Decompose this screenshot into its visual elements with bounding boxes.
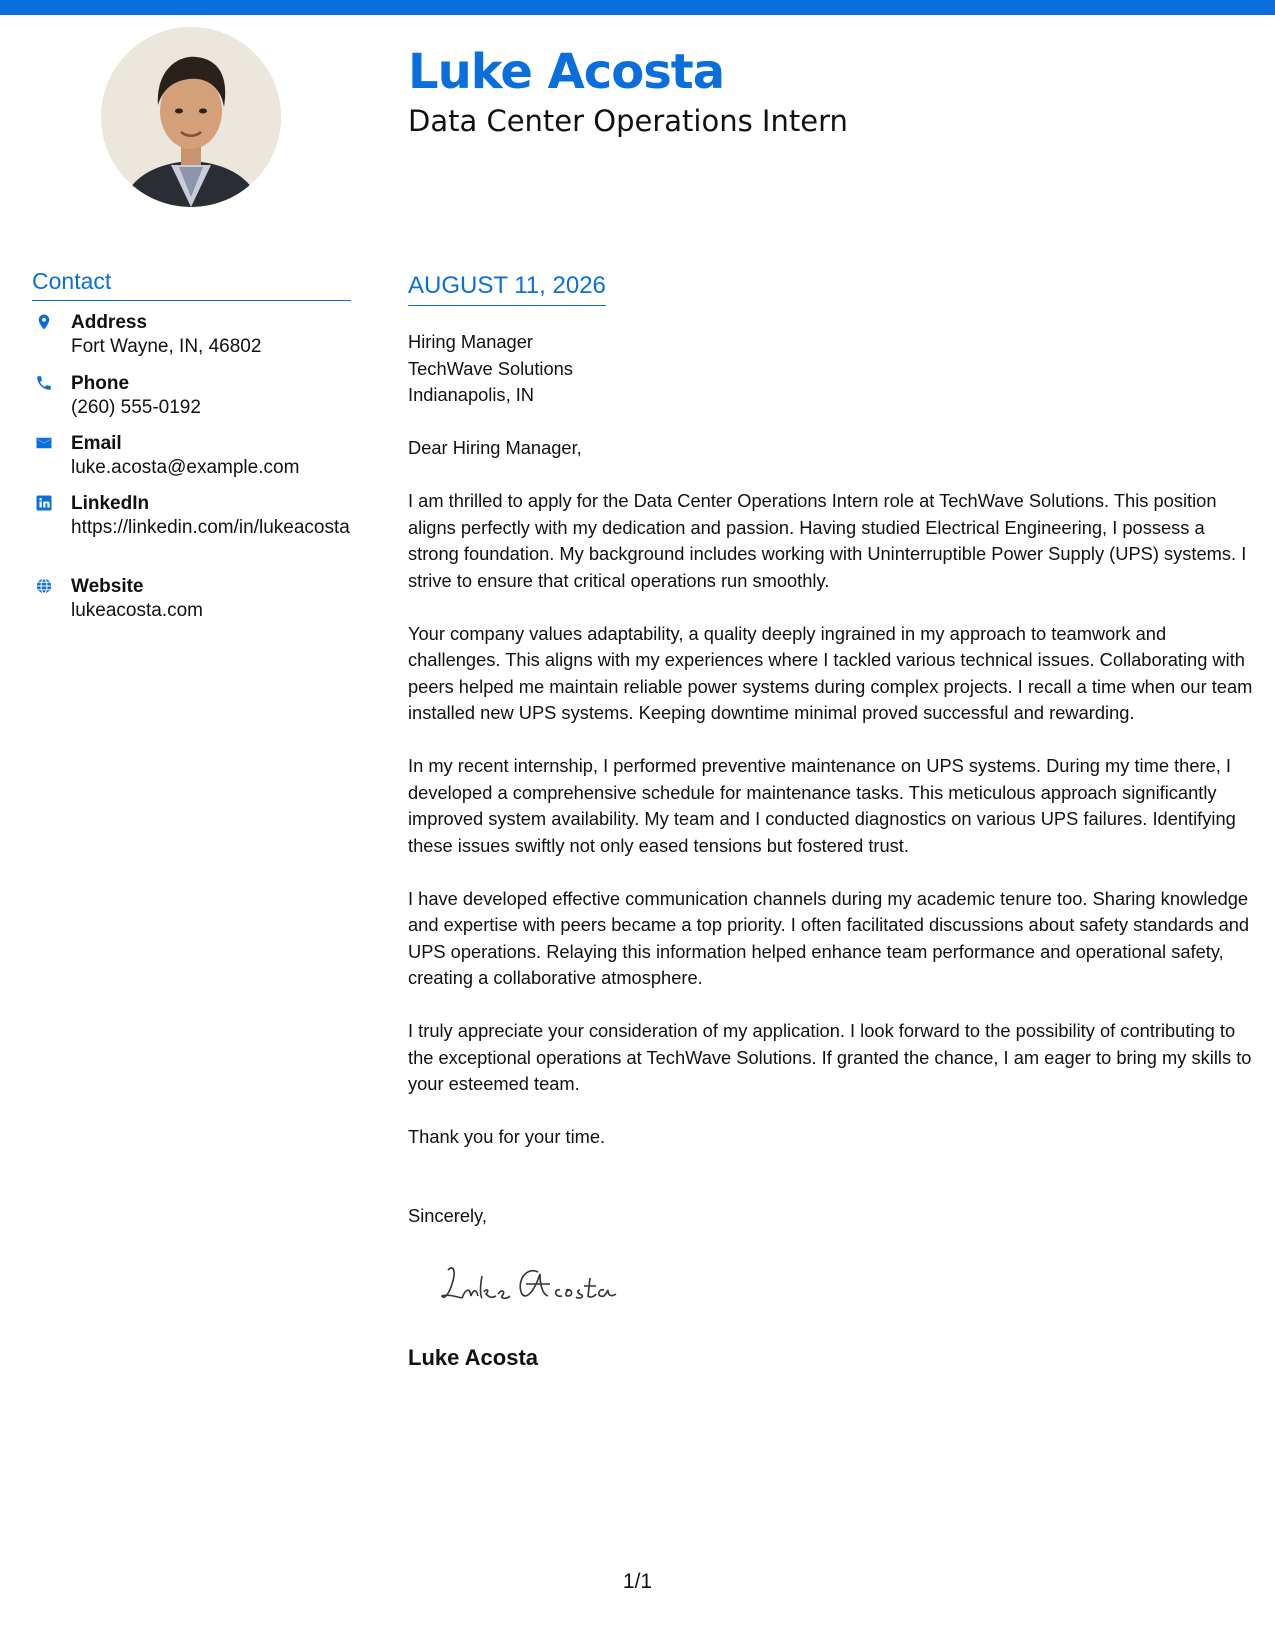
contact-value-website[interactable]: lukeacosta.com	[71, 600, 204, 621]
contact-label-address: Address	[71, 312, 148, 333]
contact-label-email: Email	[71, 433, 122, 454]
letter-body	[408, 329, 1253, 1177]
phone-icon	[35, 374, 53, 392]
recipient-line: Indianapolis, IN	[408, 384, 535, 405]
candidate-role: Data Center Operations Intern	[408, 104, 848, 138]
salutation: Dear Hiring Manager,	[408, 437, 582, 458]
linkedin-icon	[35, 494, 53, 512]
contact-label-website: Website	[71, 576, 144, 597]
contact-item-website	[32, 575, 352, 635]
letter-closing: Sincerely,	[408, 1205, 487, 1226]
signer-name: Luke Acosta	[408, 1345, 539, 1370]
contact-value-address: Fort Wayne, IN, 46802	[71, 336, 262, 357]
recipient-line: Hiring Manager	[408, 331, 533, 352]
location-pin-icon	[35, 313, 53, 331]
profile-photo-illustration	[101, 27, 281, 207]
contact-label-linkedin: LinkedIn	[71, 493, 150, 514]
recipient-line: TechWave Solutions	[408, 357, 573, 379]
letter-paragraph: I have developed effective communication channels during my academic tenure too. Sharing knowledge and expertise with peers became a top priority. I often facilitated discussions about safety standards and UPS operations. Relaying this information helped enhance team performance and operational safety, creating a collaborative atmosphere.	[408, 887, 1250, 988]
contact-list	[32, 311, 352, 635]
email-icon	[35, 434, 53, 452]
contact-item-address	[32, 311, 352, 372]
contact-label-phone: Phone	[71, 373, 130, 394]
contact-item-linkedin	[32, 492, 352, 575]
handwritten-signature	[440, 1262, 640, 1304]
profile-photo	[101, 27, 281, 207]
letter-paragraph: In my recent internship, I performed preventive maintenance on UPS systems. During my time there, I developed a comprehensive schedule for maintenance tasks. This meticulous approach significantly improved system availability. My team and I conducted diagnostics on various UPS failures. Identifying these issues swiftly not only eased tensions but fostered trust.	[408, 755, 1236, 856]
candidate-name: Luke Acosta	[408, 44, 725, 100]
letter-paragraph: Your company values adaptability, a quality deeply ingrained in my approach to teamwork and challenges. This aligns with my experiences where I tackled various technical issues. Collaborating with peers helped me maintain reliable power systems during complex projects. I recall a time when our team installed new UPS systems. Keeping downtime minimal proved successful and rewarding.	[408, 622, 1253, 723]
contact-value-phone: (260) 555-0192	[71, 397, 201, 418]
contact-value-linkedin[interactable]: https://linkedin.com/in/lukeacosta	[71, 517, 350, 538]
letter-date: AUGUST 11, 2026	[408, 272, 606, 306]
letter-paragraph: I truly appreciate your consideration of my application. I look forward to the possibility of contributing to the exceptional operations at TechWave Solutions. If granted the chance, I am eager to bring my skills to your esteemed team.	[408, 1020, 1252, 1094]
letter-paragraph: Thank you for your time.	[408, 1126, 606, 1147]
contact-item-email	[32, 432, 352, 492]
top-accent-bar	[0, 0, 1275, 15]
contact-value-email: luke.acosta@example.com	[71, 457, 300, 478]
contact-item-phone	[32, 372, 352, 432]
recipient-block	[408, 329, 1253, 409]
letter-paragraph: I am thrilled to apply for the Data Center Operations Intern role at TechWave Solutions. This position aligns perfectly with my dedication and passion. Having studied Electrical Engineering, I possess a strong foundation. My background includes working with Uninterruptible Power Supply (UPS) systems. I strive to ensure that critical operations run smoothly.	[408, 490, 1247, 591]
contact-heading: Contact	[32, 268, 351, 301]
globe-icon	[35, 577, 53, 595]
page-number: 1/1	[622, 1570, 653, 1593]
